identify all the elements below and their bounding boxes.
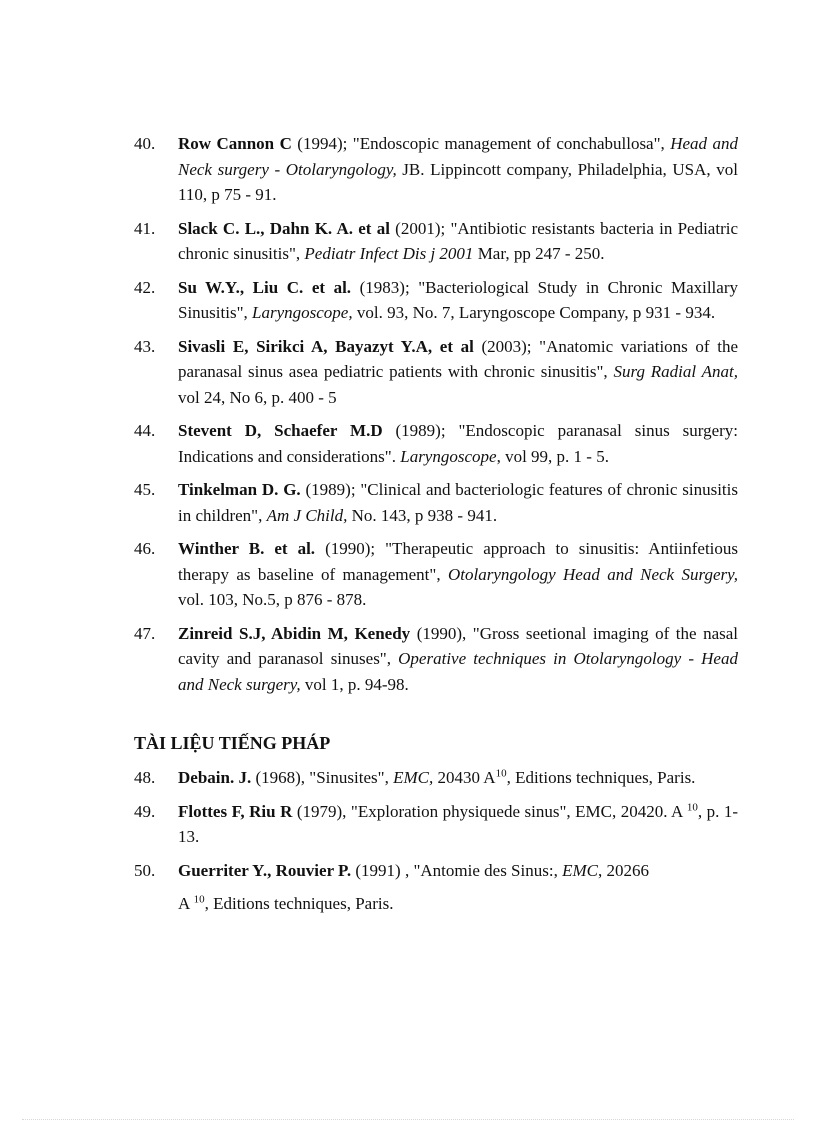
reference-item (134, 334, 738, 411)
reference-number: 50. (134, 860, 156, 880)
reference-body (178, 765, 738, 791)
reference-author: Tinkelman D. G. (178, 480, 301, 499)
reference-list (134, 131, 738, 925)
reference-text: , 20266 (597, 860, 649, 880)
reference-text: (1989); "Clinical and bacteriologic features of chronic sinusitis in children", (178, 480, 738, 525)
reference-text: (1994); "Endoscopic management of conchabullosa", (291, 134, 671, 153)
reference-text: 20430 A (433, 768, 496, 787)
reference-body (178, 799, 738, 850)
reference-line (178, 858, 738, 884)
reference-text: (1968), "Sinusites", (251, 768, 394, 787)
reference-item (134, 275, 738, 326)
reference-text: (1990); "Therapeutic approach to sinusitis: Antiinfetious therapy as baseline of management", (178, 539, 739, 584)
reference-body (178, 131, 738, 208)
reference-body (178, 858, 738, 917)
reference-item (134, 216, 738, 267)
reference-author: Stevent D, Schaefer M.D (178, 421, 383, 440)
reference-author: Flottes F, Riu R (178, 801, 293, 821)
section-title-french-references: TÀI LIỆU TIẾNG PHÁP (134, 733, 331, 753)
page-bottom-rule (22, 1119, 794, 1120)
reference-number: 42. (134, 277, 156, 297)
reference-text: , Editions techniques, Paris. (506, 768, 696, 787)
reference-number: 46. (134, 539, 156, 558)
reference-item (134, 765, 738, 791)
reference-text: (1990), "Gross seetional imaging of the nasal cavity and paranasol sinuses", (178, 623, 738, 668)
reference-line (178, 891, 738, 917)
reference-journal: Pediatr Infect Dis j 2001 (304, 244, 474, 263)
reference-number: 45. (134, 480, 156, 499)
superscript: 10 (193, 893, 205, 906)
reference-text: (2003); "Anatomic variations of the paranasal sinus asea pediatric patients with chronic sinusitis", (178, 336, 738, 381)
reference-number: 48. (134, 768, 156, 787)
reference-number: 41. (134, 218, 156, 238)
reference-author: Slack C. L., Dahn K. A. et al (178, 218, 390, 238)
reference-text: JB. Lippincott company, Philadelphia, USA, vol 110, p 75 - 91. (178, 159, 738, 204)
reference-text: (1991) , "Antomie des Sinus:, (351, 860, 563, 880)
reference-text: vol 24, No 6, p. 400 - 5 (178, 387, 337, 407)
reference-body (178, 477, 738, 528)
reference-text: , Editions techniques, Paris. (204, 894, 394, 913)
reference-text: (1979), "Exploration physiquede sinus", EMC, 20420. A (292, 801, 687, 821)
reference-number: 47. (134, 623, 156, 643)
reference-journal: Surg Radial Anat, (613, 362, 739, 381)
reference-text: vol. 93, No. 7, Laryngoscope Company, p 931 - 934. (352, 303, 716, 322)
reference-item (134, 858, 738, 917)
reference-text: A (178, 894, 194, 913)
reference-body (178, 621, 738, 698)
reference-item (134, 477, 738, 528)
reference-body (178, 418, 738, 469)
reference-author: Winther B. et al. (178, 539, 316, 558)
reference-text: (1983); "Bacteriological Study in Chronic Maxillary Sinusitis", (178, 277, 738, 322)
reference-author: Debain. J. (178, 768, 252, 787)
reference-item (134, 799, 738, 850)
reference-journal: Am J Child, (266, 505, 348, 525)
reference-author: Row Cannon C (178, 134, 292, 153)
reference-number: 49. (134, 801, 156, 821)
reference-journal: EMC, (393, 768, 434, 787)
reference-number: 43. (134, 336, 156, 356)
reference-author: Sivasli E, Sirikci A, Bayazyt Y.A, et al (178, 336, 474, 356)
reference-text: , vol 99, p. 1 - 5. (496, 446, 609, 466)
reference-text: (2001); "Antibiotic resistants bacteria in Pediatric chronic sinusitis", (178, 218, 738, 263)
reference-text: (1989); "Endoscopic paranasal sinus surgery: Indications and considerations". (178, 421, 738, 466)
reference-journal: Operative techniques in Otolaryngology - Head and Neck surgery, (178, 649, 738, 694)
reference-journal: Laryngoscope (400, 446, 497, 466)
reference-journal: Laryngoscope, (252, 303, 353, 322)
reference-body (178, 536, 738, 613)
reference-text: vol 1, p. 94-98. (300, 674, 409, 694)
superscript: 10 (686, 800, 698, 813)
reference-journal: EMC (562, 860, 598, 880)
reference-item (134, 621, 738, 698)
reference-author: Su W.Y., Liu C. et al. (178, 277, 352, 297)
reference-author: Zinreid S.J, Abidin M, Kenedy (178, 623, 411, 643)
reference-number: 44. (134, 421, 156, 440)
reference-author: Guerriter Y., Rouvier P. (178, 860, 352, 880)
reference-item (134, 536, 738, 613)
reference-text: , p. 1-13. (178, 801, 738, 846)
reference-text: Mar, pp 247 - 250. (473, 244, 605, 263)
reference-number: 40. (134, 134, 156, 153)
reference-text: vol. 103, No.5, p 876 - 878. (178, 590, 367, 609)
reference-journal: Head and Neck surgery - Otolaryngology, (178, 134, 738, 179)
reference-body (178, 216, 738, 267)
reference-journal: Otolaryngology Head and Neck Surgery, (447, 564, 738, 584)
reference-item (134, 131, 738, 208)
reference-body (178, 334, 738, 411)
reference-item (134, 418, 738, 469)
reference-text: No. 143, p 938 - 941. (347, 505, 498, 525)
reference-body (178, 275, 738, 326)
superscript: 10 (495, 767, 507, 780)
